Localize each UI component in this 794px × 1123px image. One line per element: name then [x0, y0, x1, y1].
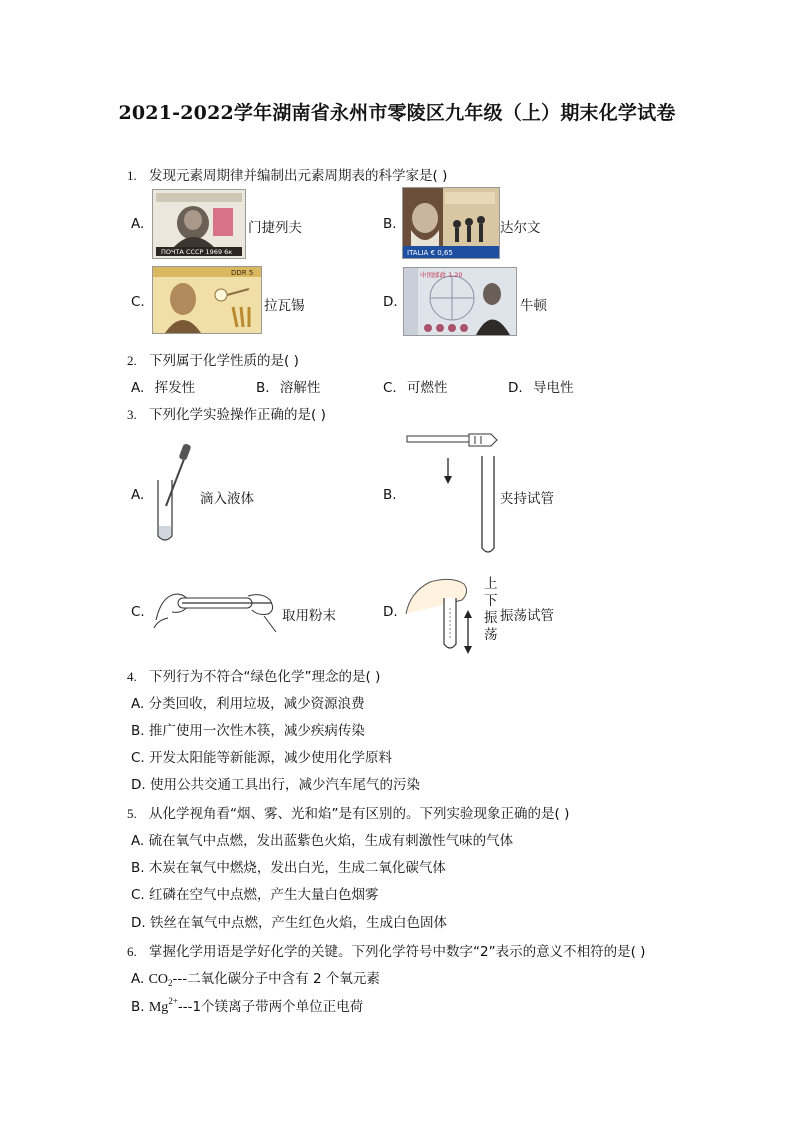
stamp-caption: ПОЧТА СССР 1969 6к [161, 248, 233, 256]
option-text: 牛顿 [520, 298, 547, 314]
option-4c [131, 746, 392, 766]
option-text: 达尔文 [500, 220, 541, 236]
dropper-tube-diagram [150, 440, 198, 546]
option-text: 开发太阳能等新能源，减少使用化学原料 [149, 750, 393, 766]
option-text: 硫在氧气中点燃，发出蓝紫色火焰，生成有刺激性气味的气体 [148, 833, 514, 849]
stamp-mendeleev-image [152, 189, 246, 259]
option-text: 铁丝在氧气中点燃，产生红色火焰，生成白色固体 [149, 915, 447, 931]
stamp-newton-image [403, 267, 517, 336]
option-letter: C. [131, 604, 145, 620]
option-5d [131, 911, 447, 931]
option-letter: C. [131, 750, 145, 766]
question-stem: 下列行为不符合“绿色化学”理念的是( ) [149, 669, 381, 685]
option-text: 振荡试管 [500, 608, 554, 624]
option-text: 使用公共交通工具出行，减少汽车尾气的污染 [149, 777, 420, 793]
option-text: 推广使用一次性木筷，减少疾病传染 [148, 723, 365, 739]
option-letter: B. [383, 487, 397, 503]
question-4 [127, 665, 380, 685]
option-2c [383, 376, 448, 396]
option-5b [131, 856, 446, 876]
option-4b [131, 719, 365, 739]
option-letter: A. [131, 971, 145, 987]
question-number: 1. [127, 168, 137, 183]
option-letter: B. [383, 216, 397, 232]
option-letter: D. [131, 777, 146, 793]
option-letter: B. [256, 380, 270, 396]
option-text: 可燃性 [407, 380, 448, 396]
label-up: 上 [484, 576, 498, 592]
option-text: ---二氧化碳分子中含有 2 个氧元素 [172, 971, 380, 987]
question-2 [127, 349, 299, 369]
page-title: 2021-2022学年湖南省永州市零陵区九年级（上）期末化学试卷 [118, 102, 676, 124]
shaking-tube-diagram [404, 574, 480, 654]
option-text: 门捷列夫 [248, 220, 302, 236]
option-letter: C. [131, 294, 145, 310]
option-letter: B. [131, 860, 145, 876]
question-3 [127, 403, 326, 423]
option-4d [131, 773, 420, 793]
option-letter: D. [383, 604, 398, 620]
option-4a [131, 692, 365, 712]
chemical-formula [149, 972, 173, 987]
option-letter: D. [383, 294, 398, 310]
option-letter: A. [131, 696, 145, 712]
option-text: 溶解性 [279, 380, 321, 396]
label-dang: 荡 [484, 627, 498, 643]
question-stem: 发现元素周期律并编制出元素周期表的科学家是( ) [149, 168, 448, 184]
option-2d [508, 376, 573, 396]
option-letter: D. [131, 915, 146, 931]
option-letter: A. [131, 487, 145, 503]
option-2a [131, 376, 195, 396]
chemical-formula [148, 996, 178, 1015]
stamp-caption: 中国邮政 1.20 [420, 271, 463, 279]
option-letter: B. [131, 723, 145, 739]
question-stem: 下列化学实验操作正确的是( ) [149, 407, 326, 423]
question-stem: 下列属于化学性质的是( ) [149, 353, 299, 369]
formula-subscript: 2 [168, 978, 173, 988]
question-6 [127, 940, 645, 960]
powder-transfer-diagram [152, 580, 278, 636]
formula-base: CO [148, 972, 169, 987]
label-zhen: 振 [484, 610, 498, 626]
option-letter: A. [131, 216, 145, 232]
option-letter: C. [131, 887, 145, 903]
option-2b [256, 376, 320, 396]
question-number: 4. [127, 669, 137, 684]
option-text: 拉瓦锡 [264, 298, 305, 314]
option-6b [131, 995, 363, 1016]
option-letter: D. [508, 380, 523, 396]
question-1 [127, 164, 447, 184]
option-letter: A. [131, 380, 145, 396]
option-text: 夹持试管 [500, 491, 554, 507]
formula-base: Mg [148, 1000, 169, 1015]
option-5c [131, 883, 379, 903]
formula-superscript: 2+ [168, 996, 178, 1006]
stamp-darwin-image [402, 187, 500, 259]
question-stem: 掌握化学用语是学好化学的关键。下列化学符号中数字“2”表示的意义不相符的是( ) [149, 944, 646, 960]
label-down: 下 [484, 593, 498, 609]
option-text: 红磷在空气中点燃，产生大量白色烟雾 [149, 887, 379, 903]
question-stem: 从化学视角看“烟、雾、光和焰”是有区别的。下列实验现象正确的是( ) [149, 806, 570, 822]
option-5a [131, 829, 513, 849]
option-6a [131, 967, 380, 988]
option-text: 分类回收，利用垃圾，减少资源浪费 [148, 696, 365, 712]
question-number: 6. [127, 944, 137, 959]
test-tube-holder-diagram [405, 426, 501, 558]
option-letter: B. [131, 999, 145, 1015]
question-number: 2. [127, 353, 137, 368]
option-text: 木炭在氧气中燃烧，发出白光，生成二氧化碳气体 [148, 860, 446, 876]
option-text: ---1个镁离子带两个单位正电荷 [177, 999, 364, 1015]
question-5 [127, 802, 569, 822]
option-text: 取用粉末 [282, 608, 336, 624]
question-number: 5. [127, 806, 137, 821]
option-text: 滴入液体 [200, 491, 254, 507]
option-letter: A. [131, 833, 145, 849]
question-number: 3. [127, 407, 137, 422]
option-text: 挥发性 [154, 380, 196, 396]
option-text: 导电性 [532, 380, 574, 396]
stamp-caption: DDR 5 [231, 269, 254, 277]
stamp-caption: ITALIA € 0,65 [407, 249, 453, 257]
shake-direction-label [484, 576, 498, 644]
option-letter: C. [383, 380, 397, 396]
stamp-lavoisier-image [152, 266, 262, 334]
